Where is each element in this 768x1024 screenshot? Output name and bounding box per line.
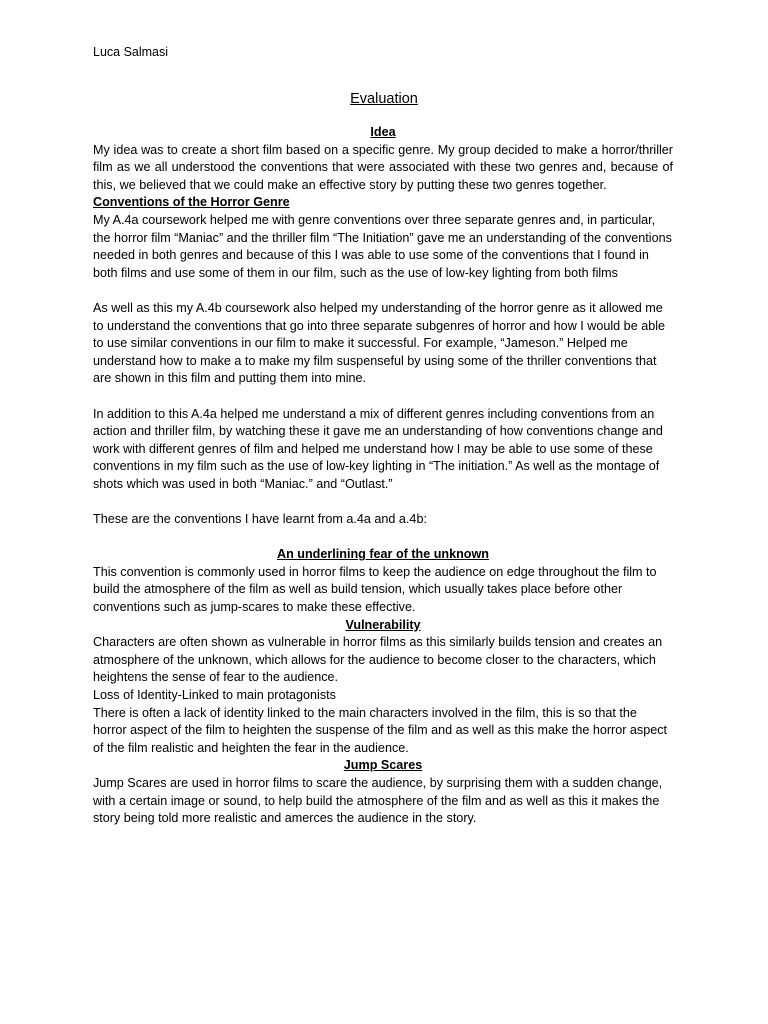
idea-paragraph: My idea was to create a short film based on a specific genre. My group decided to make a horror/thriller film as we all understood the conventions that were associated with these two genres and, because of this, we believed that we could make an effective story by putting these two genres together.	[93, 142, 673, 192]
jump-scares-heading: Jump Scares	[343, 758, 423, 773]
fear-heading: An underlining fear of the unknown	[277, 547, 489, 562]
conventions-intro: These are the conventions I have learnt from a.4a and a.4b:	[93, 512, 427, 527]
paragraph-gap	[93, 529, 673, 547]
vulnerability-heading: Vulnerability	[345, 617, 421, 632]
idea-heading: Idea	[370, 125, 396, 139]
paragraph-gap	[93, 493, 673, 511]
document-body	[93, 124, 673, 828]
fear-paragraph: This convention is commonly used in horror films to keep the audience on edge throughout the film to build the atmosphere of the film as well as build tension, which usually takes place before other conventions such as jump-scares to make these effective.	[93, 564, 657, 615]
paragraph-gap	[93, 282, 673, 300]
vulnerability-paragraph: Characters are often shown as vulnerable in horror films as this similarly builds tension and creates an atmosphere of the unknown, which allows for the audience to become closer to the characters, which heightens the sense of fear to the audience.	[93, 635, 663, 685]
conventions-paragraph-2: As well as this my A.4b coursework also helped my understanding of the horror genre as it allowed me to understand the conventions that go into three separate subgenres of horror and how I would be able to use similar conventions in our film to make it successful. For example, “Jameson.” Helped me understand how to make a to make my film suspenseful by using some of the thriller conventions that are shown in this film and putting them into mine.	[93, 300, 666, 386]
conventions-heading: Conventions of the Horror Genre	[93, 195, 290, 210]
identity-heading: Loss of Identity-Linked to main protagonists	[93, 688, 336, 702]
identity-paragraph: There is often a lack of identity linked to the main characters involved in the film, this is so that the horror aspect of the film to heighten the suspense of the film and as well as this make the horror aspect of the film realistic and heighten the fear in the audience.	[93, 705, 668, 755]
page-title: Evaluation	[350, 91, 418, 107]
paragraph-gap	[93, 388, 673, 406]
conventions-paragraph-3: In addition to this A.4a helped me understand a mix of different genres including conventions from an action and thriller film, by watching these it gave me an understanding of how conventions change and work with different genres of film and helped me understand how I may be able to use some of these conventions in my film such as the use of low-key lighting in “The initiation.” As well as the montage of shots which was used in both “Maniac.” and “Outlast.”	[93, 406, 663, 491]
jump-scares-paragraph: Jump Scares are used in horror films to scare the audience, by surprising them with a sudden change, with a certain image or sound, to help build the atmosphere of the film and as well as this it makes the story being told more realistic and amerces the audience in the story.	[93, 775, 663, 826]
conventions-paragraph-1: My A.4a coursework helped me with genre conventions over three separate genres and, in particular, the horror film “Maniac” and the thriller film “The Initiation” gave me an understanding of the conventions needed in both genres and because of this I was able to use some of the conventions that I found in both films and use some of them in our film, such as the use of low-key lighting from both films	[93, 212, 672, 280]
author-name: Luca Salmasi	[93, 45, 169, 59]
